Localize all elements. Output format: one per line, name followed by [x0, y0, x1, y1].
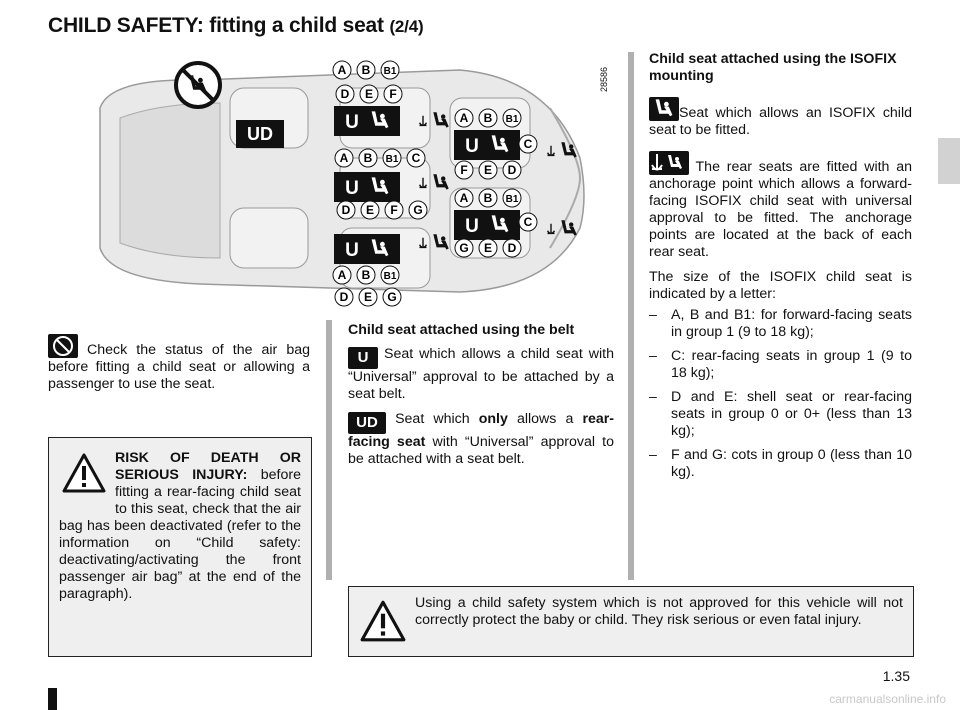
- page-title: [48, 14, 423, 38]
- size-item-f-g: – F and G: cots in group 0 (less than 10 kg).: [649, 447, 912, 481]
- svg-text:UD: UD: [247, 124, 273, 144]
- svg-text:E: E: [365, 203, 375, 217]
- warning-bottom-text: Using a child safety system which is not approved for this vehicle will not correctly protect the baby or child. They risk serious or even fatal injury.: [415, 595, 903, 628]
- svg-text:B1: B1: [385, 154, 399, 165]
- svg-text:B1: B1: [505, 194, 519, 205]
- svg-text:D: D: [339, 290, 349, 304]
- svg-text:C: C: [523, 215, 533, 229]
- svg-text:E: E: [364, 87, 374, 101]
- isofix-section-heading: Child seat attached using the ISOFIX mounting: [649, 51, 897, 84]
- footer-mark: [48, 688, 57, 710]
- page-number: 1.35: [882, 668, 910, 684]
- svg-text:G: G: [413, 203, 423, 217]
- size-item-c: – C: rear-facing seats in group 1 (9 to 18 kg);: [649, 348, 912, 382]
- column-divider-right: [628, 52, 634, 580]
- svg-text:U: U: [465, 136, 479, 157]
- svg-text:U: U: [345, 112, 359, 133]
- warning-left-text: [59, 450, 301, 603]
- svg-text:D: D: [507, 241, 517, 255]
- u-icon: U: [348, 347, 378, 369]
- svg-text:B1: B1: [383, 66, 397, 77]
- u-badge-rear-centre: [334, 172, 400, 202]
- svg-text:D: D: [341, 203, 351, 217]
- svg-text:U: U: [345, 240, 359, 261]
- svg-text:D: D: [507, 163, 517, 177]
- section-tab: [938, 138, 960, 184]
- anchorage-description: The rear seats are fitted with an anchorage point which allows a forward-facing ISOFIX child seat with universal approval to be fitted. The anchorage points are located at the back of each rear seat.: [649, 151, 912, 261]
- ud-icon: UD: [348, 412, 386, 434]
- airbag-note-text: Check the status of the air bag before fitting a child seat or allowing a passenger to use the seat.: [48, 342, 310, 392]
- svg-text:B: B: [483, 191, 493, 205]
- svg-text:F: F: [389, 87, 397, 101]
- svg-text:D: D: [340, 87, 350, 101]
- svg-text:A: A: [337, 63, 347, 77]
- size-intro: The size of the ISOFIX child seat is indicated by a letter:: [649, 269, 912, 302]
- isofix-seat-description: Seat which allows an ISOFIX child seat to be fitted.: [649, 97, 912, 139]
- svg-text:B: B: [361, 268, 371, 282]
- no-child-seat-icon: [48, 334, 78, 358]
- svg-text:G: G: [459, 241, 469, 255]
- svg-text:A: A: [339, 151, 349, 165]
- isofix-child-seat-icon: [649, 97, 679, 121]
- svg-text:U: U: [465, 216, 479, 237]
- size-item-a-b-b1: – A, B and B1: for forward-facing seats in group 1 (9 to 18 kg);: [649, 307, 912, 341]
- title-text: CHILD SAFETY: fitting a child seat: [48, 14, 384, 37]
- svg-text:B: B: [483, 111, 493, 125]
- svg-text:A: A: [459, 111, 469, 125]
- diagram-reference-code: 28586: [599, 66, 609, 92]
- warning-left-body: before fitting a rear-facing child seat to this seat, check that the air bag has been deactivated (refer to the information on “Child safety: deactivating/activating the front passenger air bag” at the end of the paragraph).: [59, 467, 301, 602]
- svg-text:B1: B1: [383, 271, 397, 282]
- svg-text:B: B: [361, 63, 371, 77]
- warning-left-bold: RISK OF DEATH OR SERIOUS INJURY:: [115, 450, 301, 483]
- svg-text:E: E: [483, 163, 493, 177]
- size-item-d-e: – D and E: shell seat or rear-facing seats in group 0 or 0+ (less than 13 kg);: [649, 389, 912, 440]
- column-divider-middle: [326, 320, 332, 580]
- warning-box-bottom: [348, 586, 914, 657]
- svg-text:C: C: [411, 151, 421, 165]
- belt-section: [348, 322, 614, 468]
- u-badge-rear-right: [334, 234, 400, 264]
- u-badge-third-row-right: [454, 210, 520, 240]
- isofix-section: [649, 51, 912, 488]
- ud-badge-front: [236, 120, 284, 148]
- svg-text:A: A: [459, 191, 469, 205]
- ud-seat-description: UD Seat which only allows a rear-facing seat with “Universal” approval to be attached with a seat belt.: [348, 411, 614, 467]
- belt-section-heading: Child seat attached using the belt: [348, 322, 575, 338]
- u-badge-third-row-left: [454, 130, 520, 160]
- svg-text:E: E: [483, 241, 493, 255]
- isofix-anchor-icon: [649, 151, 689, 175]
- svg-text:C: C: [523, 137, 533, 151]
- svg-text:G: G: [387, 290, 397, 304]
- title-page-indicator: (2/4): [389, 17, 424, 36]
- svg-text:A: A: [337, 268, 347, 282]
- svg-text:B: B: [363, 151, 373, 165]
- u-badge-rear-left: [334, 106, 400, 136]
- warning-box-left: [48, 437, 312, 657]
- svg-text:U: U: [345, 178, 359, 199]
- svg-text:B1: B1: [505, 114, 519, 125]
- svg-text:E: E: [363, 290, 373, 304]
- no-child-seat-sign-icon: [176, 63, 220, 107]
- car-seating-diagram: [80, 48, 600, 310]
- size-list: [649, 307, 912, 481]
- warning-triangle-icon: [359, 599, 407, 643]
- svg-text:F: F: [390, 203, 398, 217]
- watermark-text: carmanualsonline.info: [829, 692, 946, 706]
- svg-text:F: F: [460, 163, 468, 177]
- u-seat-description: U Seat which allows a child seat with “Universal” approval to be attached by a seat belt.: [348, 346, 614, 402]
- airbag-note: [48, 334, 310, 393]
